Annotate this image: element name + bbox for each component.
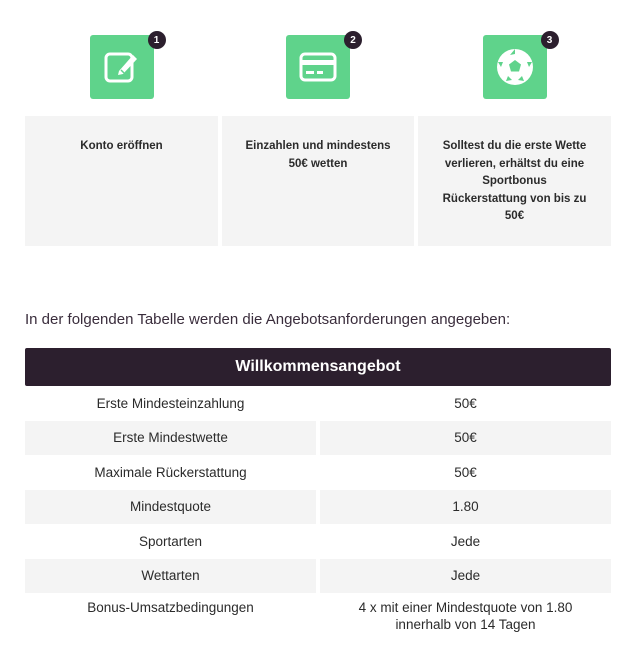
step-text: Solltest du die erste Wette verlieren, erhältst du eine Sportbonus Rückerstattung von bis zu 50€ xyxy=(442,140,587,222)
step-card xyxy=(418,116,611,246)
edit-icon xyxy=(102,47,142,87)
row-value: 4 x mit einer Mindestquote von 1.80 innerhalb von 14 Tagen xyxy=(358,600,573,632)
step-3-icon-box xyxy=(483,34,553,99)
step-1-icon-box xyxy=(90,34,160,99)
table-row xyxy=(25,524,611,559)
row-label: Mindestquote xyxy=(25,490,316,525)
offer-table xyxy=(25,348,611,645)
step-badge: 2 xyxy=(344,31,362,49)
steps-section xyxy=(25,0,611,246)
row-label: Maximale Rückerstattung xyxy=(94,464,247,480)
table-row xyxy=(25,593,611,645)
step-badge: 3 xyxy=(541,31,559,49)
row-value: 50€ xyxy=(454,464,477,480)
row-label: Wettarten xyxy=(25,559,316,594)
soccer-ball-icon xyxy=(493,45,537,89)
table-row xyxy=(25,559,611,594)
step-3 xyxy=(418,0,611,246)
step-text: Konto eröffnen xyxy=(80,140,163,152)
row-label: Erste Mindestwette xyxy=(25,421,316,456)
row-value: 50€ xyxy=(320,421,611,456)
row-label: Bonus-Umsatzbedingungen xyxy=(87,600,254,615)
step-1 xyxy=(25,0,218,246)
intro-text: In der folgenden Tabelle werden die Angebotsanforderungen angegeben: xyxy=(25,311,511,328)
row-label: Erste Mindesteinzahlung xyxy=(96,395,245,411)
credit-card-icon xyxy=(297,46,339,88)
table-row xyxy=(25,490,611,525)
step-card xyxy=(222,116,414,246)
row-value: Jede xyxy=(320,559,611,594)
row-label: Sportarten xyxy=(138,533,203,549)
row-value: 50€ xyxy=(454,395,477,411)
table-row xyxy=(25,421,611,456)
table-row xyxy=(25,386,611,421)
table-row xyxy=(25,455,611,490)
row-value: 1.80 xyxy=(320,490,611,525)
step-card xyxy=(25,116,218,246)
step-2 xyxy=(222,0,414,246)
row-value: Jede xyxy=(450,533,481,549)
table-title: Willkommensangebot xyxy=(25,348,611,386)
step-2-icon-box xyxy=(286,34,356,99)
step-text: Einzahlen und mindestens 50€ wetten xyxy=(245,140,391,170)
step-badge: 1 xyxy=(148,31,166,49)
